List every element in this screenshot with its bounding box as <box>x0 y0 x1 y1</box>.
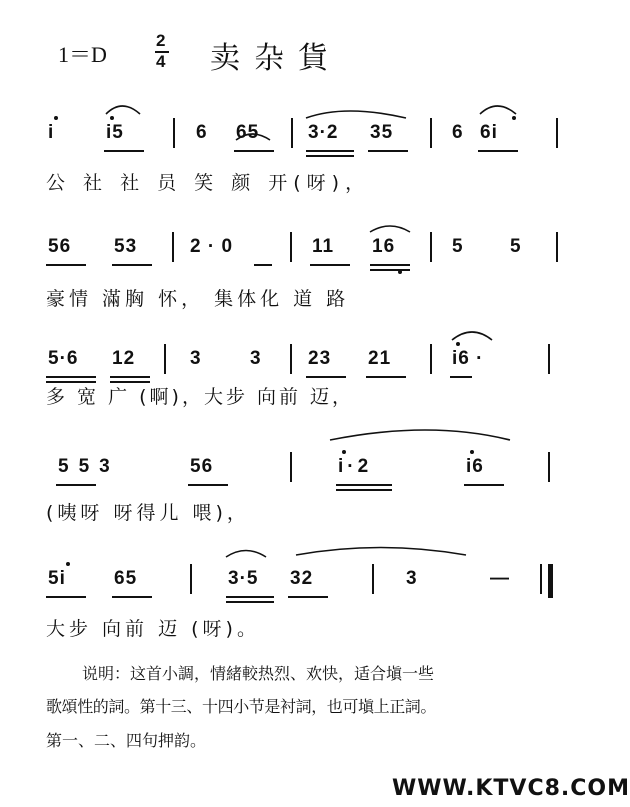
note-group: 3 <box>406 568 418 589</box>
note-group: 2 · 0 <box>190 236 234 257</box>
beam <box>366 376 406 378</box>
lyric-line: 多 宽 广 (啊)，大步 向前 迈， <box>46 386 355 408</box>
note-group: 6 <box>452 122 464 143</box>
note-group: 3 <box>250 348 262 369</box>
barline <box>430 232 432 262</box>
song-title: 卖杂貨 <box>210 41 342 76</box>
beam <box>110 376 150 378</box>
barline <box>548 344 550 374</box>
barline <box>372 564 374 594</box>
beam <box>336 489 392 491</box>
note-group: 6 <box>196 122 208 143</box>
note-group: 3·5 <box>228 568 259 589</box>
note-group: 11 <box>312 236 335 257</box>
note-group: 65 <box>236 122 260 143</box>
octave-dot <box>66 562 70 566</box>
barline <box>173 118 175 148</box>
octave-dot <box>470 450 474 454</box>
key-signature: 1＝D <box>58 42 107 67</box>
note-group: 12 <box>112 348 136 369</box>
beam <box>306 155 354 157</box>
note-group: 5i <box>48 568 66 589</box>
slur-arc <box>330 430 510 440</box>
note-group: 23 <box>308 348 332 369</box>
barline <box>172 232 174 262</box>
note-group: 56 <box>48 236 72 257</box>
beam <box>104 150 144 152</box>
note-group: 5 <box>452 236 464 257</box>
beam <box>112 596 152 598</box>
slur-arc <box>106 106 140 114</box>
note-group: 32 <box>290 568 314 589</box>
note-group: 5·6 <box>48 348 79 369</box>
note-group: 5 <box>510 236 522 257</box>
beam <box>226 601 274 603</box>
barline <box>556 118 558 148</box>
beam <box>46 596 86 598</box>
beam <box>226 596 274 598</box>
explanation-line: 歌頌性的詞。第十三、十四小节是衬詞，也可塡上正詞。 <box>46 697 437 716</box>
beam <box>370 269 410 271</box>
beam <box>370 264 410 266</box>
octave-dot <box>54 116 58 120</box>
note-group: 65 <box>114 568 138 589</box>
barline <box>290 232 292 262</box>
note-group: 6i <box>480 122 498 143</box>
lyric-line: (咦呀 呀得儿 喂)， <box>46 502 250 524</box>
note-group: — <box>490 568 510 589</box>
slur-arc <box>480 106 516 114</box>
octave-dot <box>398 270 402 274</box>
final-barline-thin <box>540 564 542 594</box>
beam <box>306 150 354 152</box>
beam <box>306 376 346 378</box>
barline <box>548 452 550 482</box>
note-group: 53 <box>114 236 138 257</box>
beam <box>46 376 96 378</box>
watermark: WWW.KTVC8.COM <box>392 776 630 801</box>
beam <box>112 264 152 266</box>
lyric-line: 大步 向前 迈 (呀)。 <box>46 618 260 640</box>
note-group: i6 <box>466 456 484 477</box>
note-group: 16 <box>372 236 396 257</box>
note-group: i <box>48 122 55 143</box>
barline <box>290 344 292 374</box>
octave-dot <box>342 450 346 454</box>
final-barline-thick <box>548 564 553 598</box>
explanation-line: 第一、二、四句押韵。 <box>46 731 207 750</box>
note-group: i·2 <box>338 456 373 477</box>
beam <box>254 264 272 266</box>
barline <box>430 118 432 148</box>
explanation-line: 说明：这首小調，情緒較热烈、欢快，适合塡一些 <box>82 664 435 683</box>
time-signature-top: 2 <box>156 31 166 50</box>
lyric-line: 豪情 滿胸 怀， 集体化 道 路 <box>46 288 350 310</box>
beam <box>234 150 274 152</box>
slur-arc <box>370 226 410 232</box>
slur-arc <box>296 548 466 556</box>
note-group: 35 <box>370 122 394 143</box>
beam <box>478 150 518 152</box>
barline <box>290 452 292 482</box>
lyric-line: 公 社 社 员 笑 颜 开(呀)， <box>46 172 371 194</box>
barline <box>430 344 432 374</box>
beam <box>464 484 504 486</box>
beam <box>56 484 96 486</box>
note-group: 3 <box>190 348 202 369</box>
barline <box>190 564 192 594</box>
beam <box>46 264 86 266</box>
note-group: 21 <box>368 348 392 369</box>
barline <box>556 232 558 262</box>
beam <box>310 264 350 266</box>
beam <box>288 596 328 598</box>
note-group: 3·2 <box>308 122 339 143</box>
beam <box>336 484 392 486</box>
barline <box>291 118 293 148</box>
beam <box>450 376 472 378</box>
slur-arc <box>306 111 406 118</box>
octave-dot <box>456 342 460 346</box>
note-group: 56 <box>190 456 214 477</box>
barline <box>164 344 166 374</box>
note-group: i5 <box>106 122 124 143</box>
slur-arc <box>452 332 492 340</box>
beam <box>188 484 228 486</box>
slur-arc <box>226 551 266 558</box>
time-signature-bottom: 4 <box>156 52 166 71</box>
beam <box>368 150 408 152</box>
octave-dot <box>512 116 516 120</box>
note-group: 553 <box>58 456 120 477</box>
note-group: i6 · <box>452 348 484 369</box>
octave-dot <box>110 116 114 120</box>
